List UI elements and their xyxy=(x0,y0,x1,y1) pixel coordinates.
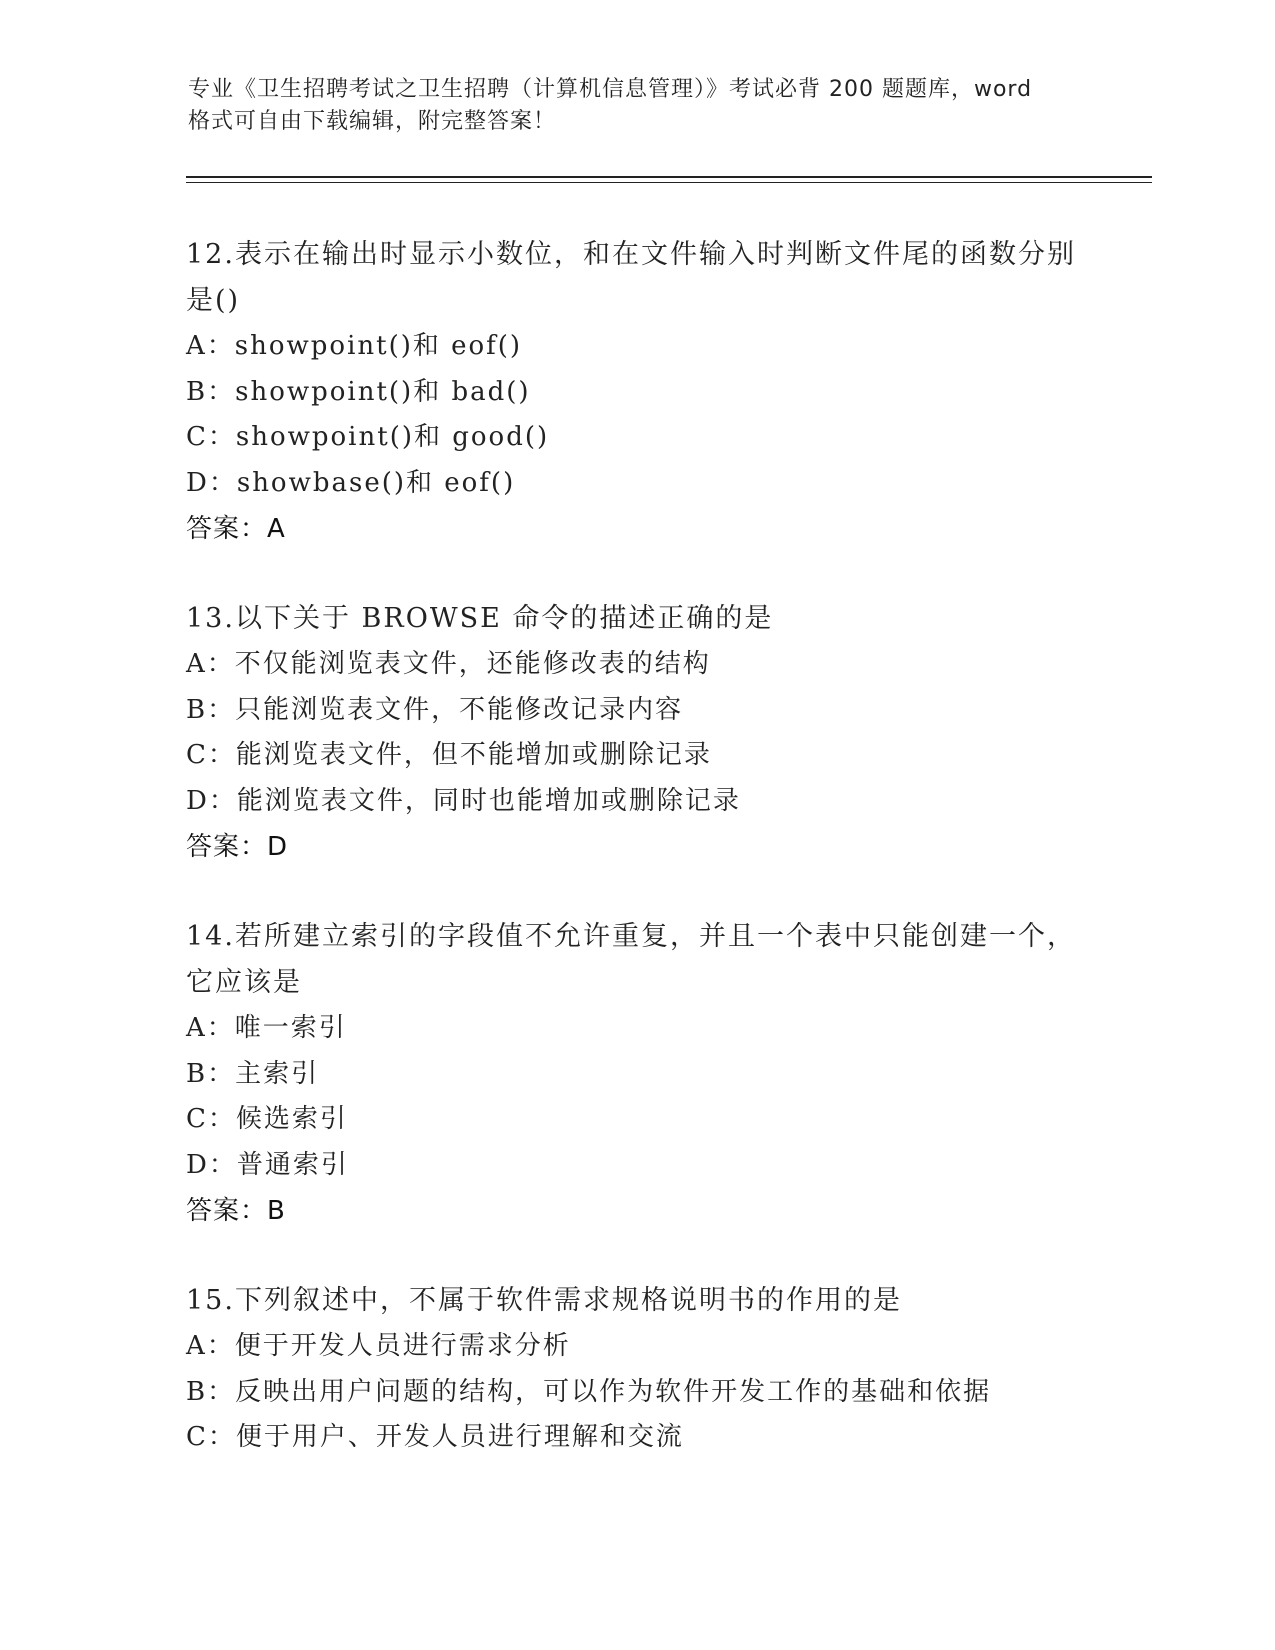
question-list xyxy=(186,232,1146,1505)
question-stem: 13.以下关于 BROWSE 命令的描述正确的是 xyxy=(186,603,774,634)
question-stem: 14.若所建立索引的字段值不允许重复，并且一个表中只能创建一个， xyxy=(186,921,1076,952)
question-stem-continued: 它应该是 xyxy=(186,967,302,998)
option-c: C：能浏览表文件，但不能增加或删除记录 xyxy=(186,740,712,770)
question-14 xyxy=(186,914,1146,1234)
option-c: C：showpoint()和 good() xyxy=(186,422,550,452)
option-d: D：普通索引 xyxy=(186,1149,349,1180)
option-c: C：候选索引 xyxy=(186,1104,348,1134)
option-b: B：只能浏览表文件，不能修改记录内容 xyxy=(186,694,684,725)
answer-line: 答案：D xyxy=(186,832,289,862)
option-b: B：主索引 xyxy=(186,1058,320,1089)
option-a: A：不仅能浏览表文件，还能修改表的结构 xyxy=(186,649,711,679)
option-a: A：唯一索引 xyxy=(186,1013,347,1043)
option-d: D：能浏览表文件，同时也能增加或删除记录 xyxy=(186,785,741,816)
answer-line: 答案：A xyxy=(186,514,286,544)
document-header xyxy=(188,74,1088,138)
question-15 xyxy=(186,1278,1146,1461)
question-stem: 12.表示在输出时显示小数位，和在文件输入时判断文件尾的函数分别 xyxy=(186,239,1076,270)
option-a: A：便于开发人员进行需求分析 xyxy=(186,1331,571,1361)
option-a: A：showpoint()和 eof() xyxy=(186,331,523,361)
answer-line: 答案：B xyxy=(186,1196,286,1226)
header-divider-thin xyxy=(186,182,1152,183)
option-d: D：showbase()和 eof() xyxy=(186,467,516,498)
question-13 xyxy=(186,596,1146,870)
question-stem-continued: 是() xyxy=(186,285,241,316)
option-b: B：反映出用户问题的结构，可以作为软件开发工作的基础和依据 xyxy=(186,1376,992,1407)
question-stem: 15.下列叙述中，不属于软件需求规格说明书的作用的是 xyxy=(186,1285,902,1316)
header-line-1: 专业《卫生招聘考试之卫生招聘（计算机信息管理）》考试必背 200 题题库，word xyxy=(188,77,1033,102)
option-b: B：showpoint()和 bad() xyxy=(186,376,531,407)
question-12 xyxy=(186,232,1146,552)
option-c: C：便于用户、开发人员进行理解和交流 xyxy=(186,1422,684,1452)
header-divider-thick xyxy=(186,176,1152,178)
header-line-2: 格式可自由下载编辑，附完整答案！ xyxy=(188,109,557,134)
